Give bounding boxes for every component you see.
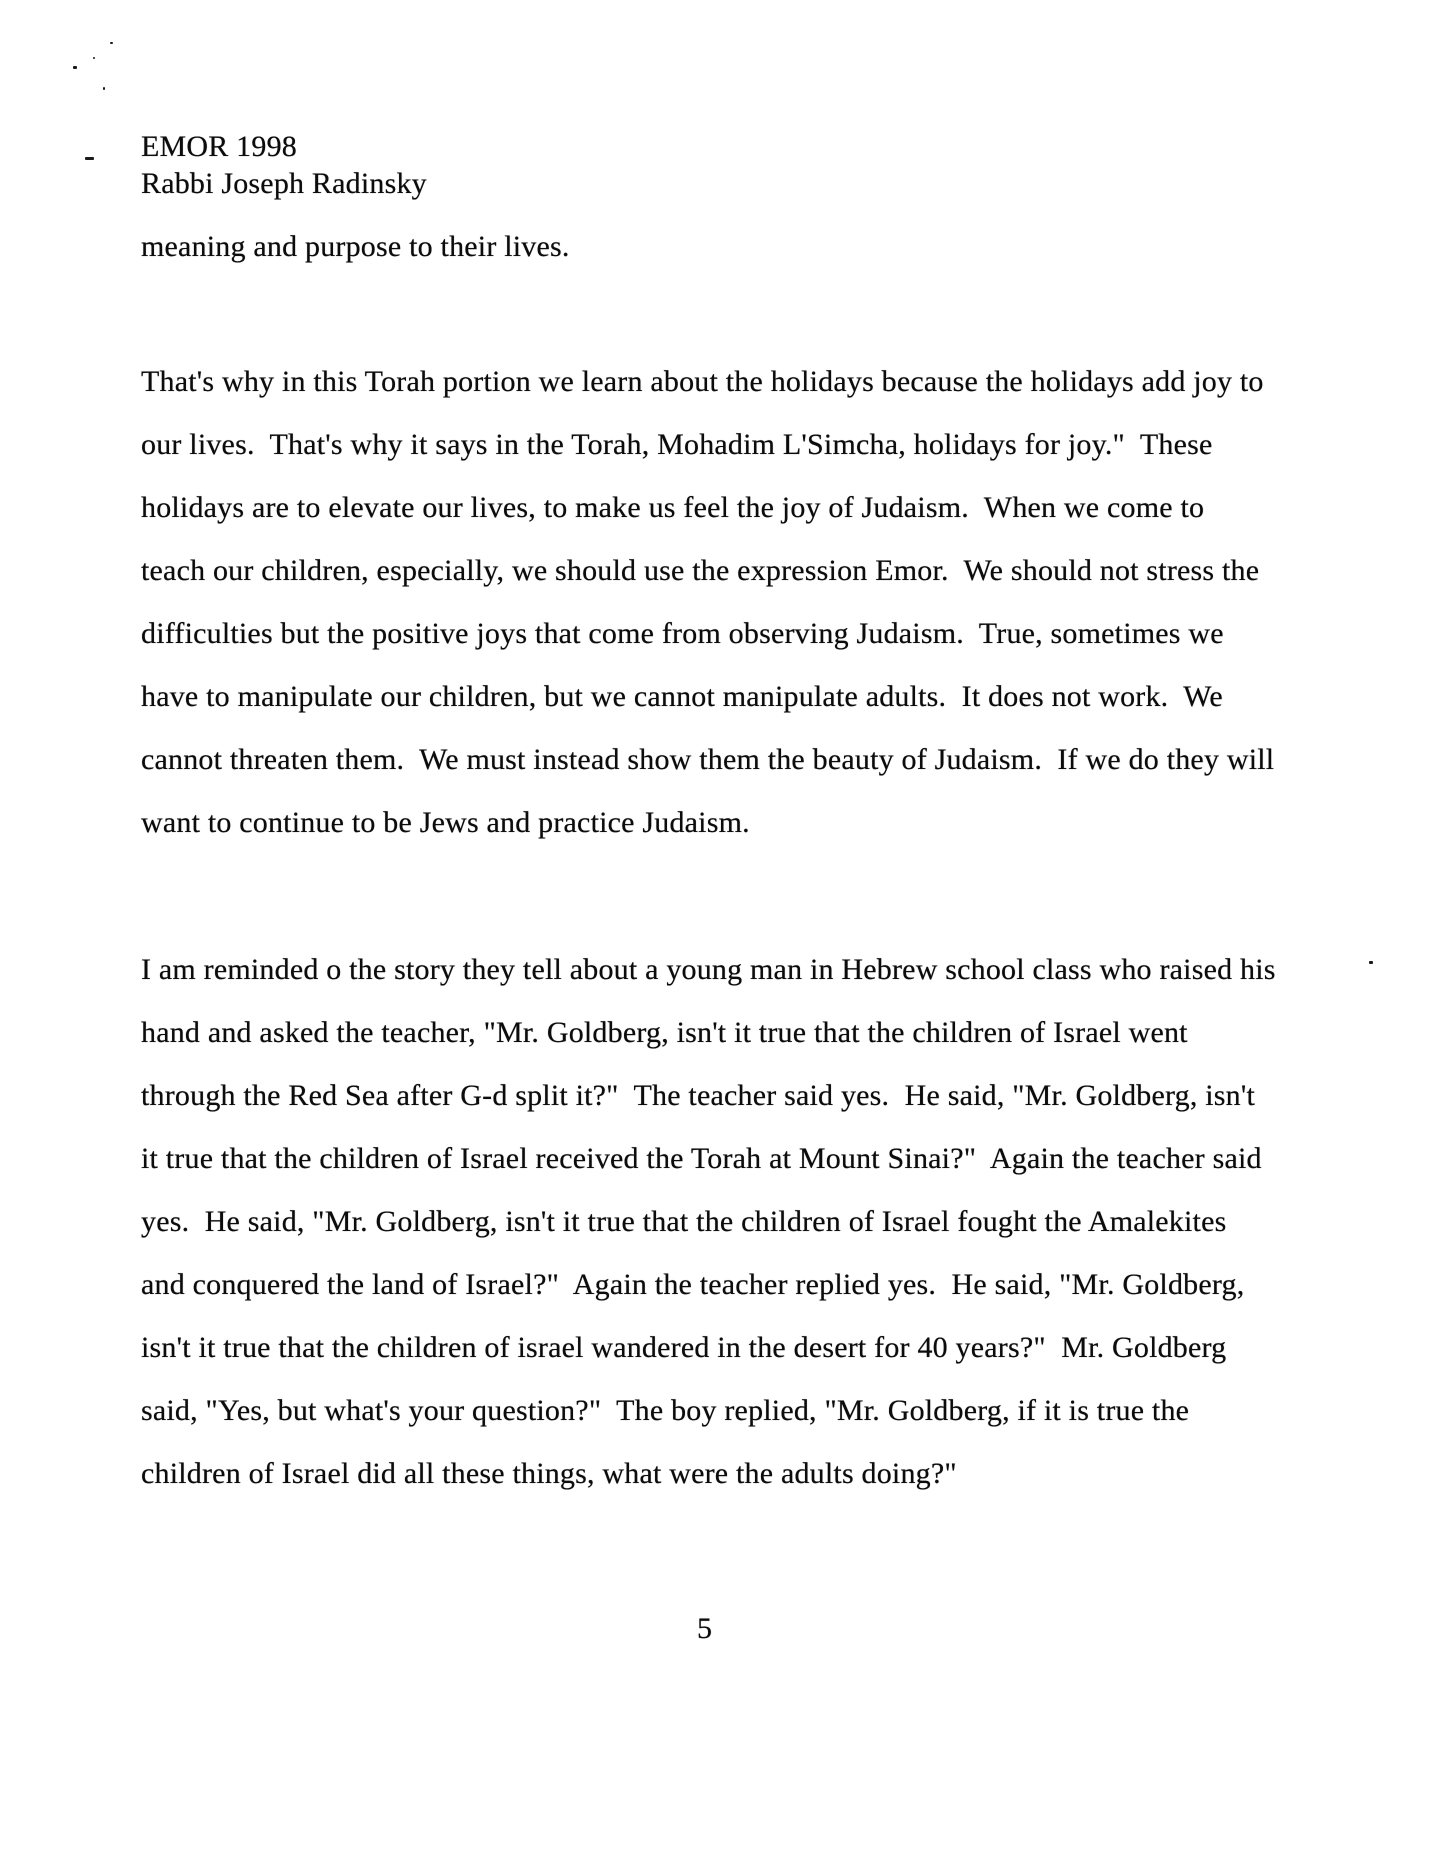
- text-line: want to continue to be Jews and practice Judaism.: [141, 806, 750, 839]
- scan-dash-artifact: [85, 157, 94, 160]
- scan-speck: [1369, 961, 1373, 964]
- document-header: [141, 128, 427, 202]
- text-line: difficulties but the positive joys that come from observing Judaism. True, sometimes we: [141, 617, 1224, 650]
- text-line: holidays are to elevate our lives, to make us feel the joy of Judaism. When we come to: [141, 491, 1205, 524]
- text-line: our lives. That's why it says in the Torah, Mohadim L'Simcha, holidays for joy." These: [141, 428, 1213, 461]
- text-line: through the Red Sea after G-d split it?" The teacher said yes. He said, "Mr. Goldberg, isn't: [141, 1079, 1256, 1112]
- scan-speck: [73, 66, 77, 69]
- scan-speck: [103, 87, 105, 90]
- page-number: 5: [697, 1612, 713, 1645]
- text-line: said, "Yes, but what's your question?" The boy replied, "Mr. Goldberg, if it is true the: [141, 1394, 1190, 1427]
- text-line: hand and asked the teacher, "Mr. Goldberg, isn't it true that the children of Israel went: [141, 1016, 1188, 1049]
- paragraph-2: [141, 938, 1276, 1505]
- text-line: yes. He said, "Mr. Goldberg, isn't it true that the children of Israel fought the Amalekites: [141, 1205, 1227, 1238]
- intro-line: meaning and purpose to their lives.: [141, 230, 570, 263]
- scan-speck: [110, 42, 113, 44]
- text-line: I am reminded o the story they tell about a young man in Hebrew school class who raised his: [141, 953, 1276, 986]
- scan-speck: [93, 57, 95, 59]
- text-line: That's why in this Torah portion we learn about the holidays because the holidays add joy to: [141, 365, 1264, 398]
- text-line: have to manipulate our children, but we cannot manipulate adults. It does not work. We: [141, 680, 1223, 713]
- text-line: isn't it true that the children of israel wandered in the desert for 40 years?" Mr. Goldberg: [141, 1331, 1227, 1364]
- doc-title: EMOR 1998: [141, 130, 297, 163]
- text-line: it true that the children of Israel received the Torah at Mount Sinai?" Again the teacher said: [141, 1142, 1262, 1175]
- text-line: children of Israel did all these things, what were the adults doing?": [141, 1457, 957, 1490]
- text-line: cannot threaten them. We must instead show them the beauty of Judaism. If we do they will: [141, 743, 1275, 776]
- text-line: teach our children, especially, we should use the expression Emor. We should not stress the: [141, 554, 1260, 587]
- doc-author: Rabbi Joseph Radinsky: [141, 167, 427, 200]
- text-line: and conquered the land of Israel?" Again the teacher replied yes. He said, "Mr. Goldberg,: [141, 1268, 1245, 1301]
- paragraph-1: [141, 350, 1274, 854]
